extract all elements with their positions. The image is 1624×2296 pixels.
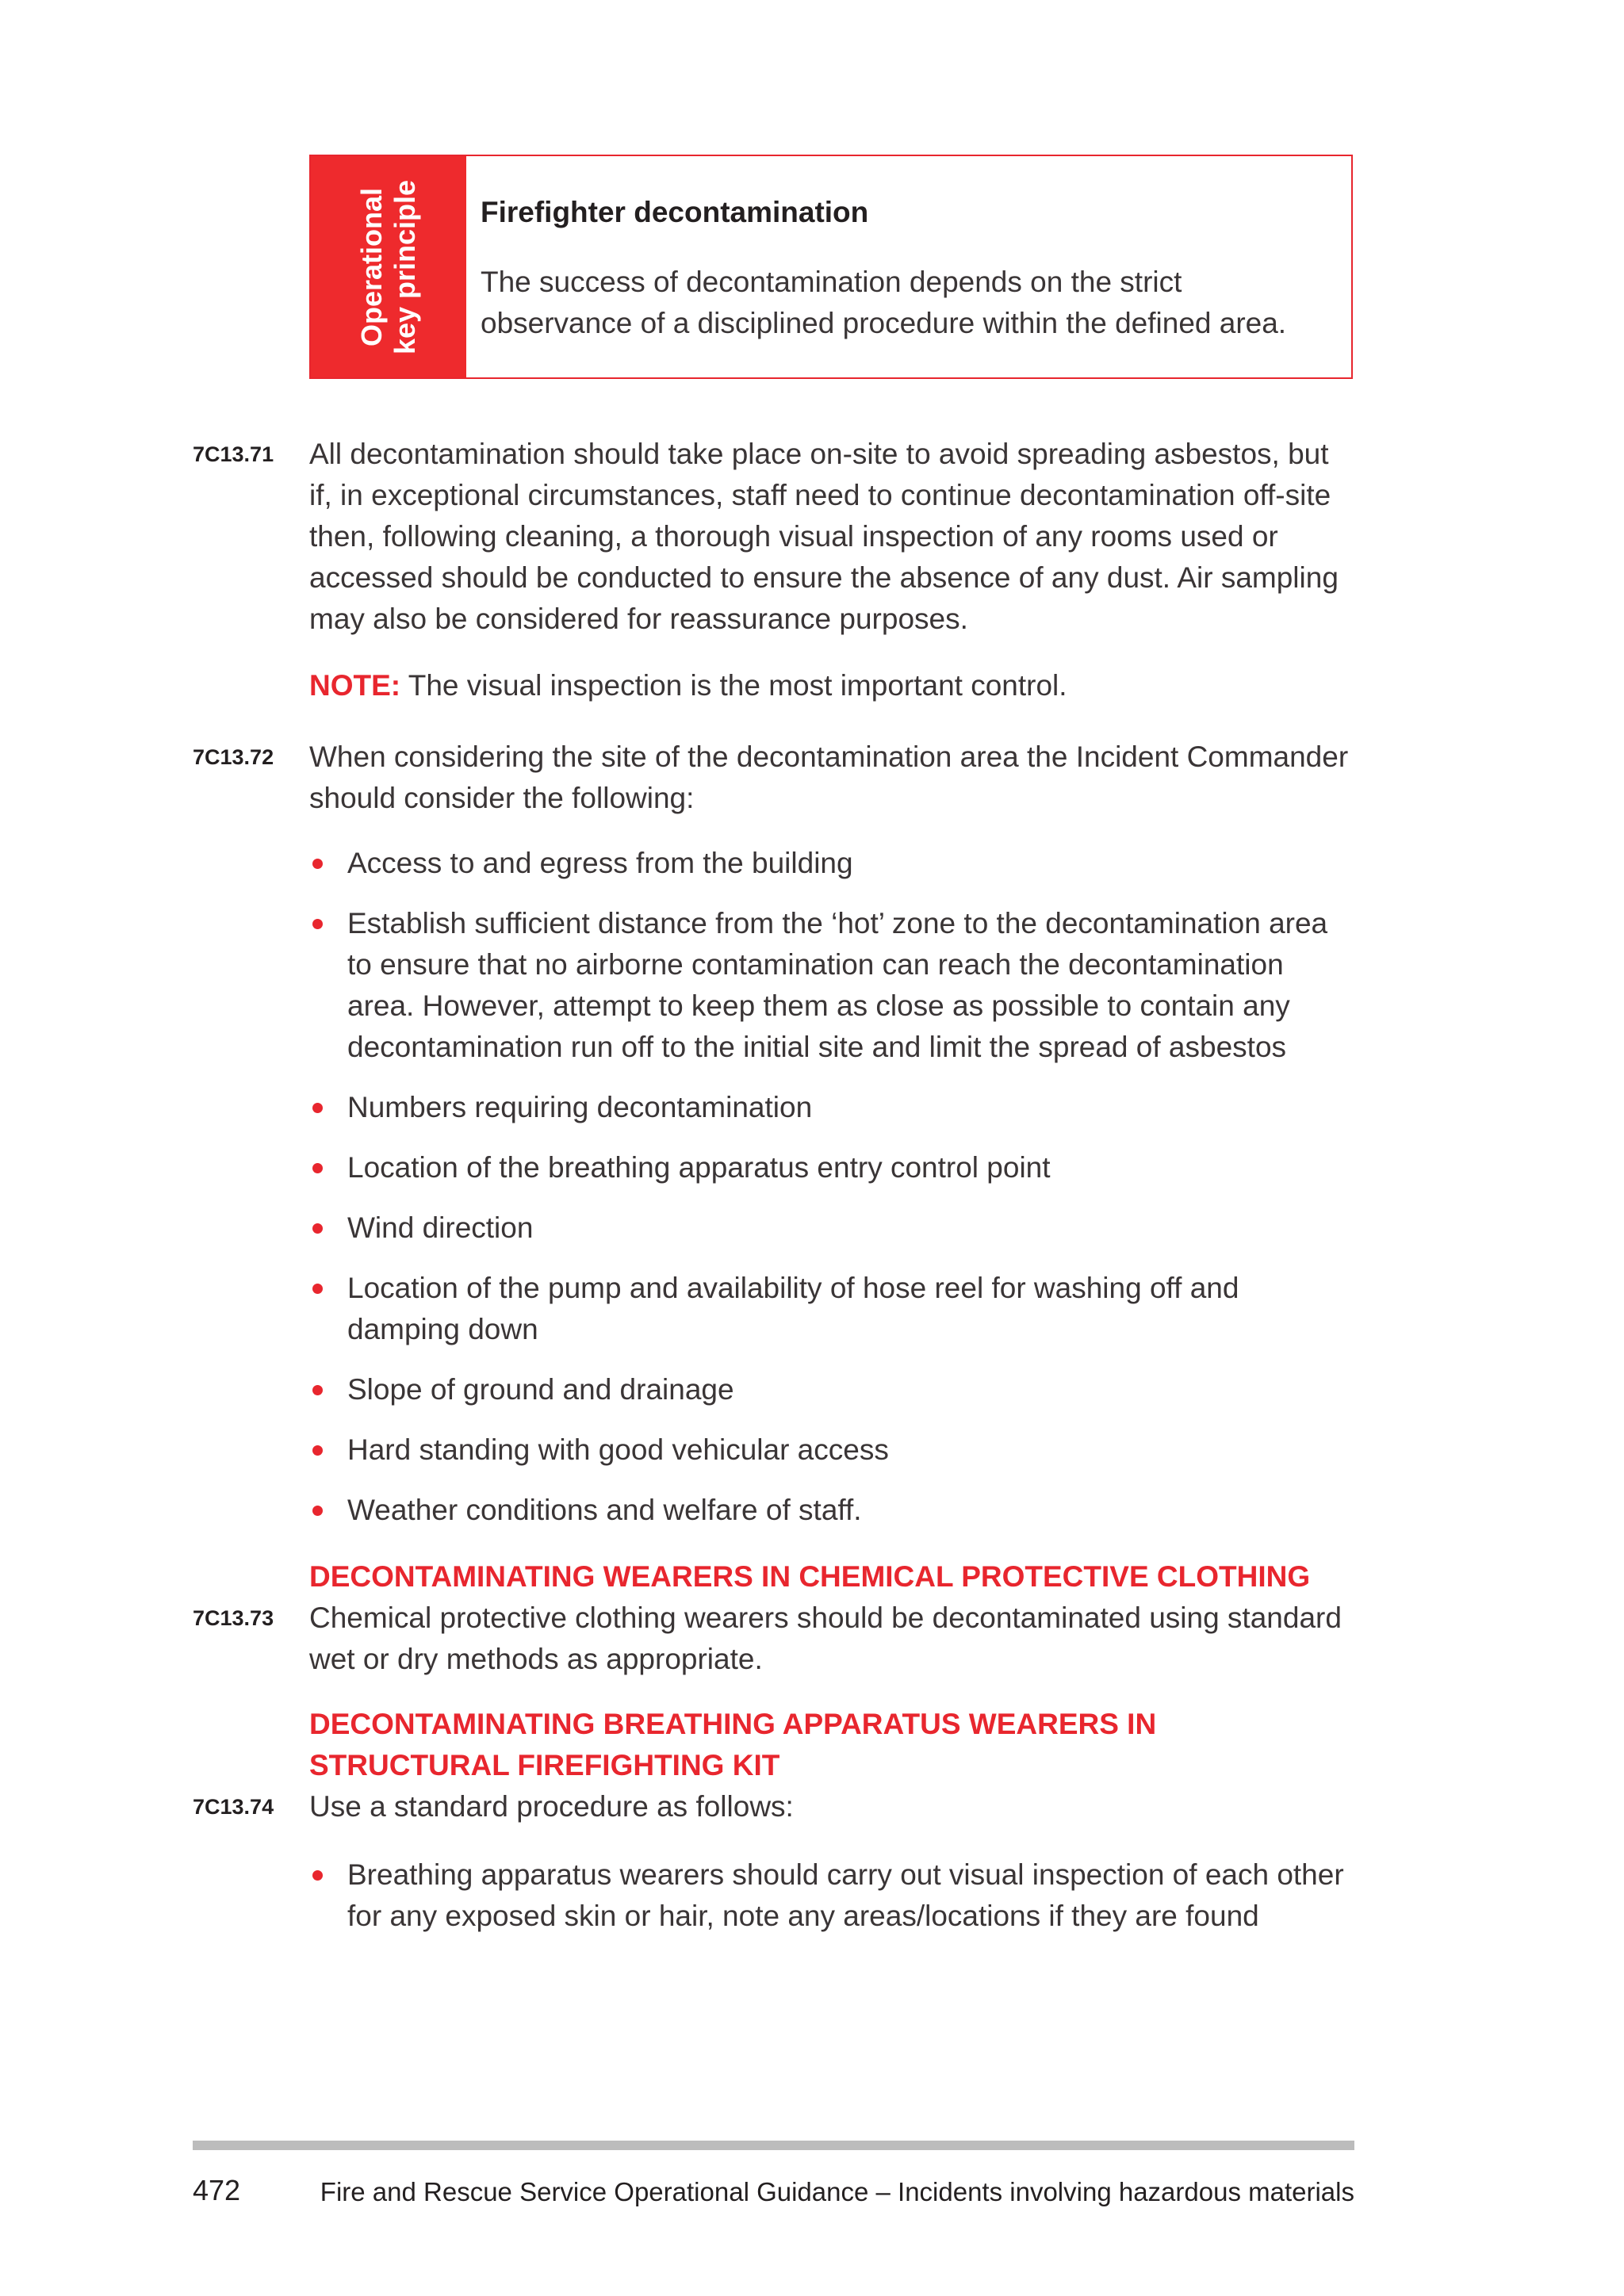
section-heading-chemical-protective-clothing: DECONTAMINATING WEARERS IN CHEMICAL PROTECTIVE CLOTHING (309, 1560, 1311, 1593)
page-number: 472 (193, 2174, 241, 2206)
list-item-text: Establish sufficient distance from the ‘hot’ zone to the decontamination area to ensure that no airborne contamination can reach the decontamination area. However, attempt to keep them as close as possible to contain any decontamination run off to the initial site and limit the spread of asbestos (347, 907, 1328, 1063)
list-item-text: Location of the pump and availability of hose reel for washing off and damping down (347, 1272, 1239, 1345)
list-item (309, 1207, 1356, 1249)
tab-line-2: key principle (389, 179, 421, 355)
paragraph-number-73: 7C13.73 (193, 1606, 274, 1630)
key-principle-title: Firefighter decontamination (481, 196, 869, 228)
paragraph-73-text: Chemical protective clothing wearers should be decontaminated using standard wet or dry methods as appropriate. (309, 1601, 1342, 1675)
note-label: NOTE: (309, 669, 401, 702)
note (309, 665, 1356, 706)
key-principle-body: The success of decontamination depends on the strict observance of a disciplined procedure within the defined area. (481, 266, 1287, 339)
bullet-icon (312, 1223, 323, 1234)
footer-rule (193, 2141, 1354, 2150)
bullet-icon (312, 1506, 323, 1516)
list-item (309, 1147, 1356, 1188)
list-item (309, 903, 1356, 1068)
bullet-icon (312, 1284, 323, 1294)
list-item (309, 1369, 1356, 1410)
note-text: The visual inspection is the most important control. (400, 669, 1067, 702)
key-principle-tab (311, 156, 466, 377)
list-item-text: Slope of ground and drainage (347, 1373, 734, 1406)
list-item (309, 1087, 1356, 1128)
bullet-icon (312, 1103, 323, 1113)
list-item-text: Access to and egress from the building (347, 847, 853, 879)
tab-line-1: Operational (355, 187, 388, 347)
site-considerations-list (309, 843, 1356, 1550)
list-item (309, 1429, 1356, 1471)
list-item (309, 1490, 1356, 1531)
bullet-icon (312, 1163, 323, 1173)
paragraph-72-text: When considering the site of the decontamination area the Incident Commander should consider the following: (309, 740, 1349, 814)
key-principle-box (309, 155, 1353, 379)
paragraph-74-text: Use a standard procedure as follows: (309, 1790, 794, 1823)
list-item-text: Wind direction (347, 1211, 534, 1244)
paragraph-number-74: 7C13.74 (193, 1795, 274, 1819)
footer-title: Fire and Rescue Service Operational Guidance – Incidents involving hazardous materials (320, 2177, 1354, 2206)
list-item-text: Hard standing with good vehicular access (347, 1433, 889, 1466)
list-item (309, 1268, 1356, 1350)
procedure-list (309, 1854, 1356, 1956)
paragraph-71-text: All decontamination should take place on-site to avoid spreading asbestos, but if, in exceptional circumstances, staff need to continue decontamination off-site then, following cleaning, a thorough visual inspection of any rooms used or accessed should be conducted to ensure the absence of any dust. Air sampling may also be considered for reassurance purposes. (309, 438, 1339, 635)
list-item-text: Numbers requiring decontamination (347, 1091, 813, 1123)
list-item-text: Weather conditions and welfare of staff. (347, 1494, 862, 1526)
paragraph-number-72: 7C13.72 (193, 745, 274, 769)
paragraph-number-71: 7C13.71 (193, 442, 274, 466)
bullet-icon (312, 1870, 323, 1881)
list-item (309, 1854, 1356, 1937)
list-item-text: Breathing apparatus wearers should carry out visual inspection of each other for any exposed skin or hair, note any areas/locations if they are found (347, 1858, 1344, 1932)
bullet-icon (312, 1385, 323, 1395)
list-item (309, 843, 1356, 884)
bullet-icon (312, 1445, 323, 1456)
key-principle-tab-label (355, 180, 422, 354)
bullet-icon (312, 859, 323, 869)
section-heading-breathing-apparatus: DECONTAMINATING BREATHING APPARATUS WEARERS IN STRUCTURAL FIREFIGHTING KIT (309, 1708, 1157, 1781)
bullet-icon (312, 919, 323, 929)
list-item-text: Location of the breathing apparatus entry control point (347, 1151, 1051, 1184)
